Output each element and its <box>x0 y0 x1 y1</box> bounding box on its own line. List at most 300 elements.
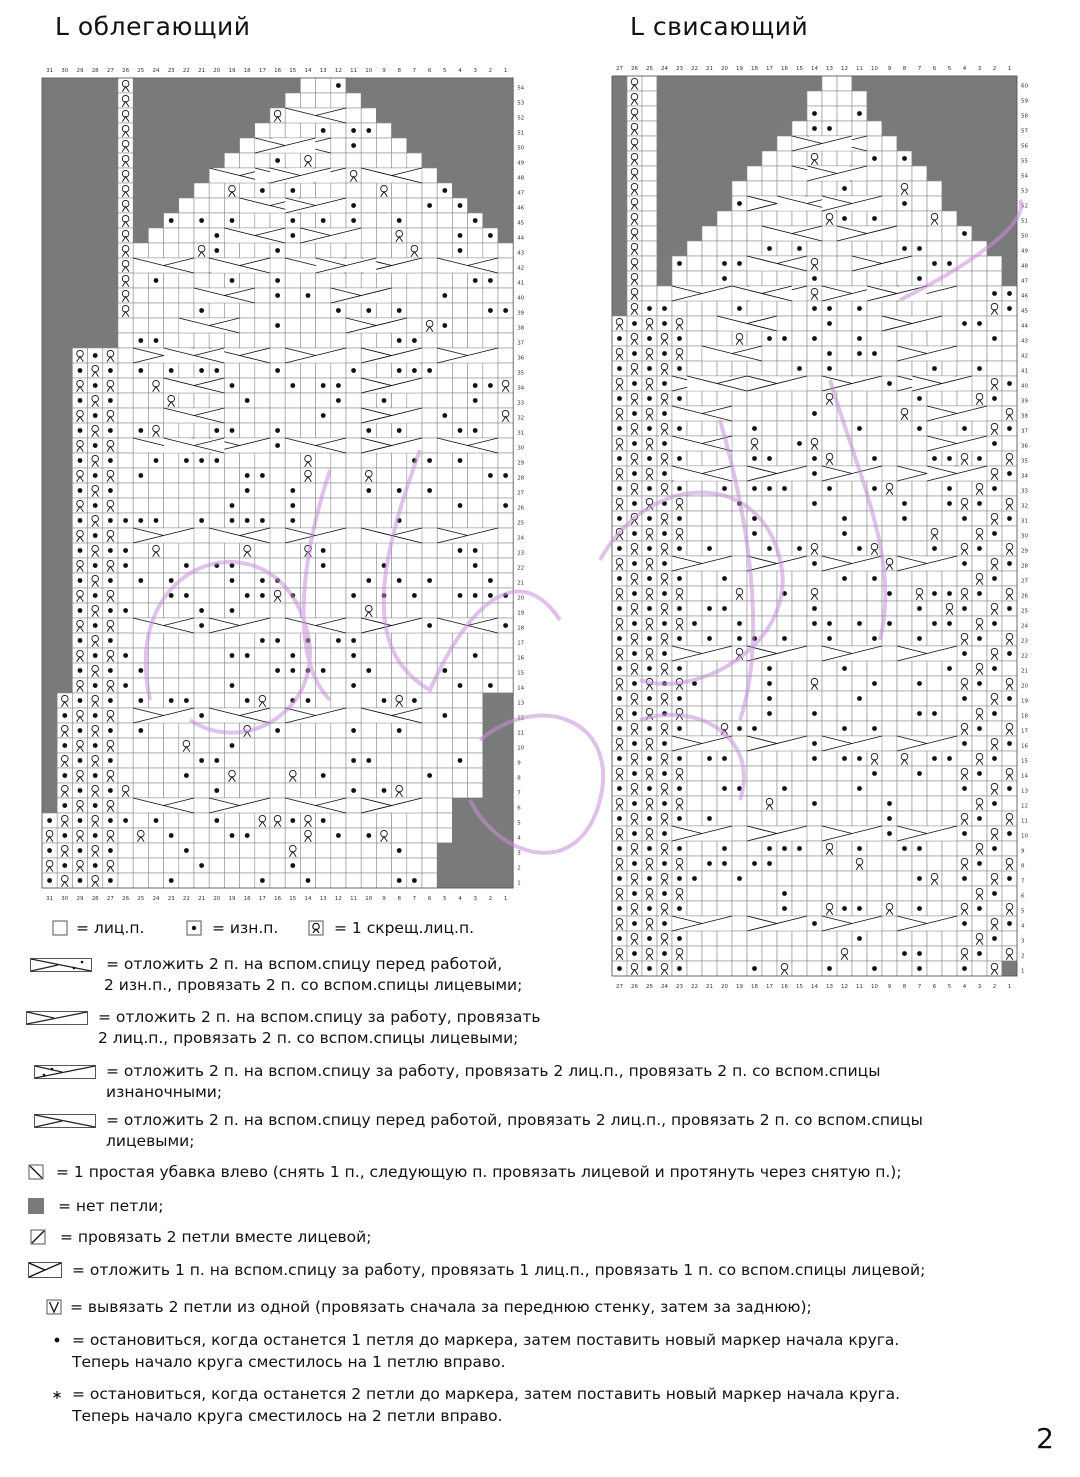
purl-dot <box>647 846 652 851</box>
stitch-cell <box>376 753 391 768</box>
stitch-cell <box>300 393 315 408</box>
stitch-cell <box>837 406 852 421</box>
stitch-cell <box>777 526 792 541</box>
purl-dot <box>230 518 235 523</box>
stitch-cell <box>255 858 270 873</box>
stitch-cell <box>194 333 209 348</box>
stitch-cell <box>882 541 897 556</box>
stitch-cell <box>392 753 407 768</box>
stitch-cell <box>852 406 867 421</box>
purl-dot <box>427 773 432 778</box>
no-stitch-cell <box>88 78 103 93</box>
stitch-cell <box>498 573 513 588</box>
stitch-cell <box>392 603 407 618</box>
stitch-cell <box>361 543 376 558</box>
purl-dot <box>872 726 877 731</box>
stitch-cell <box>255 303 270 318</box>
purl-dot <box>752 861 757 866</box>
stitch-cell <box>942 541 957 556</box>
stitch-cell <box>240 423 255 438</box>
purl-dot <box>887 816 892 821</box>
purl-dot <box>108 398 113 403</box>
stitch-cell <box>912 361 927 376</box>
purl-dot <box>290 188 295 193</box>
stitch-cell <box>897 586 912 601</box>
no-stitch-cell <box>240 123 255 138</box>
row-number: 44 <box>1021 323 1028 330</box>
purl-dot <box>872 681 877 686</box>
row-number: 45 <box>517 220 525 227</box>
purl-dot <box>488 308 493 313</box>
stitch-cell <box>270 783 285 798</box>
purl-dot <box>707 546 712 551</box>
stitch-cell <box>807 781 822 796</box>
stitch-cell <box>852 796 867 811</box>
stitch-cell <box>822 511 837 526</box>
purl-dot <box>123 518 128 523</box>
no-stitch-cell <box>792 106 807 121</box>
purl-dot <box>977 501 982 506</box>
no-stitch-cell <box>164 123 179 138</box>
no-stitch-cell <box>42 588 57 603</box>
column-number: 16 <box>781 66 788 72</box>
stitch-cell <box>164 228 179 243</box>
stitch-cell <box>498 513 513 528</box>
no-stitch-cell <box>672 166 687 181</box>
row-number: 10 <box>1021 833 1028 840</box>
no-stitch-cell <box>42 678 57 693</box>
purl-dot <box>902 846 907 851</box>
stitch-cell <box>164 498 179 513</box>
stitch-cell <box>732 661 747 676</box>
stitch-cell <box>747 781 762 796</box>
stitch-cell <box>133 558 148 573</box>
stitch-cell <box>437 648 452 663</box>
stitch-cell <box>422 708 437 723</box>
purl-dot <box>662 306 667 311</box>
row-number: 29 <box>517 460 525 467</box>
purl-dot <box>662 351 667 356</box>
stitch-cell <box>972 421 987 436</box>
stitch-cell <box>164 723 179 738</box>
stitch-cell <box>702 421 717 436</box>
stitch-cell <box>437 753 452 768</box>
purl-dot <box>321 548 326 553</box>
stitch-cell <box>407 828 422 843</box>
stitch-cell <box>422 303 437 318</box>
no-stitch-cell <box>422 138 437 153</box>
stitch-cell <box>300 858 315 873</box>
stitch-cell <box>867 931 882 946</box>
purl-dot <box>677 816 682 821</box>
stitch-cell <box>361 453 376 468</box>
stitch-cell <box>912 256 927 271</box>
stitch-cell <box>255 213 270 228</box>
purl-dot <box>737 621 742 626</box>
no-stitch-cell <box>452 813 467 828</box>
no-stitch-cell <box>672 91 687 106</box>
no-stitch-cell <box>498 213 513 228</box>
stitch-cell <box>422 543 437 558</box>
purl-dot <box>93 743 98 748</box>
purl-dot <box>647 306 652 311</box>
column-number: 3 <box>977 984 982 990</box>
column-number: 27 <box>106 68 114 74</box>
purl-dot <box>917 246 922 251</box>
stitch-cell <box>224 198 239 213</box>
stitch-cell <box>407 843 422 858</box>
no-stitch-cell <box>483 858 498 873</box>
purl-dot <box>214 428 219 433</box>
stitch-cell <box>179 543 194 558</box>
stitch-cell <box>483 633 498 648</box>
stitch-cell <box>927 496 942 511</box>
stitch-cell <box>687 856 702 871</box>
stitch-cell <box>148 318 163 333</box>
stitch-cell <box>346 438 361 453</box>
no-stitch-cell <box>72 78 87 93</box>
column-number: 12 <box>334 896 342 902</box>
stitch-cell <box>270 258 285 273</box>
no-stitch-cell <box>498 813 513 828</box>
stitch-cell <box>468 318 483 333</box>
stitch-cell <box>118 498 133 513</box>
row-number: 25 <box>1021 608 1028 615</box>
no-stitch-cell <box>657 196 672 211</box>
stitch-cell <box>392 738 407 753</box>
stitch-cell <box>867 796 882 811</box>
no-stitch-cell <box>148 153 163 168</box>
stitch-cell <box>987 946 1002 961</box>
purl-dot <box>647 486 652 491</box>
row-number: 12 <box>517 715 525 722</box>
stitch-cell <box>882 631 897 646</box>
purl-dot <box>275 293 280 298</box>
stitch-cell <box>300 318 315 333</box>
stitch-cell <box>972 331 987 346</box>
no-stitch-cell <box>224 93 239 108</box>
no-stitch-cell <box>133 183 148 198</box>
no-stitch-cell <box>468 93 483 108</box>
column-number: 23 <box>167 896 175 902</box>
no-stitch-cell <box>612 286 627 301</box>
purl-dot <box>857 306 862 311</box>
stitch-cell <box>346 513 361 528</box>
stitch-cell <box>777 436 792 451</box>
purl-dot <box>108 608 113 613</box>
no-stitch-cell <box>672 226 687 241</box>
column-number: 14 <box>811 66 818 72</box>
stitch-cell <box>807 91 822 106</box>
no-stitch-cell <box>148 183 163 198</box>
no-stitch-cell <box>942 136 957 151</box>
no-stitch-cell <box>42 453 57 468</box>
stitch-cell <box>987 901 1002 916</box>
stitch-cell <box>822 691 837 706</box>
no-stitch-cell <box>88 258 103 273</box>
stitch-cell <box>224 633 239 648</box>
stitch-cell <box>972 601 987 616</box>
purl-dot <box>977 726 982 731</box>
stitch-cell <box>1002 361 1017 376</box>
stitch-cell <box>361 648 376 663</box>
no-stitch-cell <box>657 91 672 106</box>
stitch-cell <box>852 91 867 106</box>
stitch-cell <box>331 693 346 708</box>
stitch-cell <box>498 423 513 438</box>
purl-dot <box>767 546 772 551</box>
stitch-cell <box>392 588 407 603</box>
no-stitch-cell <box>657 226 672 241</box>
stitch-cell <box>687 751 702 766</box>
stitch-cell <box>807 316 822 331</box>
no-stitch-cell <box>972 196 987 211</box>
purl-dot <box>617 576 622 581</box>
purl-dot <box>722 486 727 491</box>
stitch-cell <box>179 498 194 513</box>
stitch-cell <box>468 453 483 468</box>
stitch-cell <box>642 196 657 211</box>
stitch-cell <box>224 663 239 678</box>
no-stitch-cell <box>987 136 1002 151</box>
stitch-cell <box>331 738 346 753</box>
stitch-cell <box>732 676 747 691</box>
stitch-cell <box>897 421 912 436</box>
stitch-cell <box>346 708 361 723</box>
stitch-cell <box>118 528 133 543</box>
purl-dot <box>647 456 652 461</box>
purl-dot <box>154 518 159 523</box>
stitch-cell <box>194 693 209 708</box>
no-stitch-cell <box>498 123 513 138</box>
no-stitch-cell <box>407 93 422 108</box>
no-stitch-cell <box>972 136 987 151</box>
stitch-cell <box>747 226 762 241</box>
purl-dot <box>503 473 508 478</box>
purl-dot <box>767 681 772 686</box>
stitch-cell <box>361 333 376 348</box>
no-stitch-cell <box>867 91 882 106</box>
stitch-cell <box>422 438 437 453</box>
stitch-cell <box>717 796 732 811</box>
purl-dot <box>275 578 280 583</box>
purl-dot <box>245 518 250 523</box>
no-stitch-cell <box>164 108 179 123</box>
stitch-cell <box>194 498 209 513</box>
stitch-cell <box>762 181 777 196</box>
stitch-cell <box>762 211 777 226</box>
stitch-cell <box>867 616 882 631</box>
stitch-cell <box>422 168 437 183</box>
stitch-cell <box>687 841 702 856</box>
stitch-cell <box>361 138 376 153</box>
row-number: 10 <box>517 745 525 752</box>
stitch-cell <box>882 391 897 406</box>
stitch-cell <box>867 361 882 376</box>
stitch-cell <box>792 676 807 691</box>
stitch-cell <box>957 271 972 286</box>
no-stitch-cell <box>657 106 672 121</box>
column-number: 21 <box>706 66 713 72</box>
purl-dot <box>336 638 341 643</box>
stitch-cell <box>867 406 882 421</box>
row-number: 23 <box>1021 638 1028 645</box>
no-stitch-cell <box>88 318 103 333</box>
stitch-cell <box>897 691 912 706</box>
no-stitch-cell <box>57 288 72 303</box>
stitch-cell <box>148 633 163 648</box>
no-stitch-cell <box>42 693 57 708</box>
stitch-cell <box>732 226 747 241</box>
stitch-cell <box>407 648 422 663</box>
purl-dot <box>306 638 311 643</box>
column-number: 10 <box>871 984 878 990</box>
stitch-cell <box>852 661 867 676</box>
no-stitch-cell <box>777 121 792 136</box>
stitch-cell <box>148 393 163 408</box>
no-stitch-cell <box>42 228 57 243</box>
purl-dot <box>977 816 982 821</box>
stitch-cell <box>164 858 179 873</box>
stitch-cell <box>148 573 163 588</box>
no-stitch-cell <box>957 151 972 166</box>
stitch-cell <box>240 363 255 378</box>
no-stitch-cell <box>468 813 483 828</box>
column-number: 20 <box>213 896 221 902</box>
row-number: 42 <box>517 265 525 272</box>
stitch-cell <box>777 421 792 436</box>
no-stitch-cell <box>612 76 627 91</box>
purl-dot <box>647 666 652 671</box>
stitch-cell <box>392 813 407 828</box>
stitch-cell <box>747 811 762 826</box>
purl-dot <box>947 621 952 626</box>
purl-dot <box>932 711 937 716</box>
purl-dot <box>917 846 922 851</box>
stitch-cell <box>240 303 255 318</box>
no-stitch-cell <box>747 106 762 121</box>
no-stitch-cell <box>224 78 239 93</box>
stitch-cell <box>912 226 927 241</box>
purl-dot <box>632 501 637 506</box>
no-stitch-cell <box>103 258 118 273</box>
no-stitch-cell <box>687 226 702 241</box>
no-stitch-cell <box>72 228 87 243</box>
stitch-cell <box>118 393 133 408</box>
purl-dot <box>62 833 67 838</box>
stitch-cell <box>642 226 657 241</box>
no-stitch-cell <box>612 121 627 136</box>
stitch-cell <box>270 603 285 618</box>
purl-dot <box>962 231 967 236</box>
purl-dot <box>677 396 682 401</box>
stitch-cell <box>867 586 882 601</box>
stitch-cell <box>912 196 927 211</box>
column-number: 13 <box>826 66 833 72</box>
no-stitch-cell <box>452 123 467 138</box>
purl-dot <box>290 218 295 223</box>
stitch-cell <box>422 213 437 228</box>
no-stitch-cell <box>468 153 483 168</box>
column-number: 3 <box>473 68 477 74</box>
row-number: 4 <box>1021 923 1025 930</box>
row-number: 8 <box>1021 863 1025 870</box>
no-stitch-cell <box>179 138 194 153</box>
no-stitch-cell <box>88 153 103 168</box>
no-stitch-cell <box>224 138 239 153</box>
stitch-cell <box>897 781 912 796</box>
stitch-cell <box>852 361 867 376</box>
stitch-cell <box>422 513 437 528</box>
purl-dot <box>78 548 83 553</box>
row-number: 2 <box>517 865 521 872</box>
purl-dot <box>677 876 682 881</box>
stitch-cell <box>224 543 239 558</box>
stitch-cell <box>270 828 285 843</box>
stitch-cell <box>927 856 942 871</box>
stitch-cell <box>118 423 133 438</box>
row-number: 35 <box>517 370 525 377</box>
purl-dot <box>62 743 67 748</box>
stitch-cell <box>702 586 717 601</box>
column-number: 12 <box>334 68 342 74</box>
stitch-cell <box>437 813 452 828</box>
stitch-cell <box>897 481 912 496</box>
row-number: 19 <box>1021 698 1028 705</box>
stitch-cell <box>316 393 331 408</box>
stitch-cell <box>747 691 762 706</box>
purl-dot <box>382 593 387 598</box>
purl-dot <box>992 291 997 296</box>
no-stitch-cell <box>103 243 118 258</box>
stitch-cell <box>422 228 437 243</box>
no-stitch-cell <box>498 693 513 708</box>
stitch-cell <box>392 828 407 843</box>
stitch-cell <box>331 768 346 783</box>
no-stitch-cell <box>88 108 103 123</box>
purl-dot <box>93 623 98 628</box>
purl-dot <box>617 846 622 851</box>
no-stitch-cell <box>103 303 118 318</box>
stitch-cell <box>194 558 209 573</box>
purl-dot <box>230 833 235 838</box>
no-stitch-cell <box>468 858 483 873</box>
no-stitch-cell <box>957 181 972 196</box>
purl-dot <box>108 578 113 583</box>
stitch-cell <box>179 273 194 288</box>
stitch-cell <box>792 346 807 361</box>
stitch-cell <box>407 423 422 438</box>
stitch-cell <box>882 706 897 721</box>
stitch-cell <box>1002 886 1017 901</box>
no-stitch-cell <box>498 858 513 873</box>
stitch-cell <box>270 123 285 138</box>
purl-dot <box>677 726 682 731</box>
stitch-cell <box>240 873 255 888</box>
stitch-cell <box>942 796 957 811</box>
stitch-cell <box>882 751 897 766</box>
stitch-cell <box>792 121 807 136</box>
purl-dot <box>214 788 219 793</box>
stitch-cell <box>852 766 867 781</box>
stitch-cell <box>468 243 483 258</box>
stitch-cell <box>717 931 732 946</box>
row-number: 11 <box>517 730 525 737</box>
purl-dot <box>812 276 817 281</box>
no-stitch-cell <box>747 76 762 91</box>
purl-dot <box>662 681 667 686</box>
purl-dot <box>677 546 682 551</box>
